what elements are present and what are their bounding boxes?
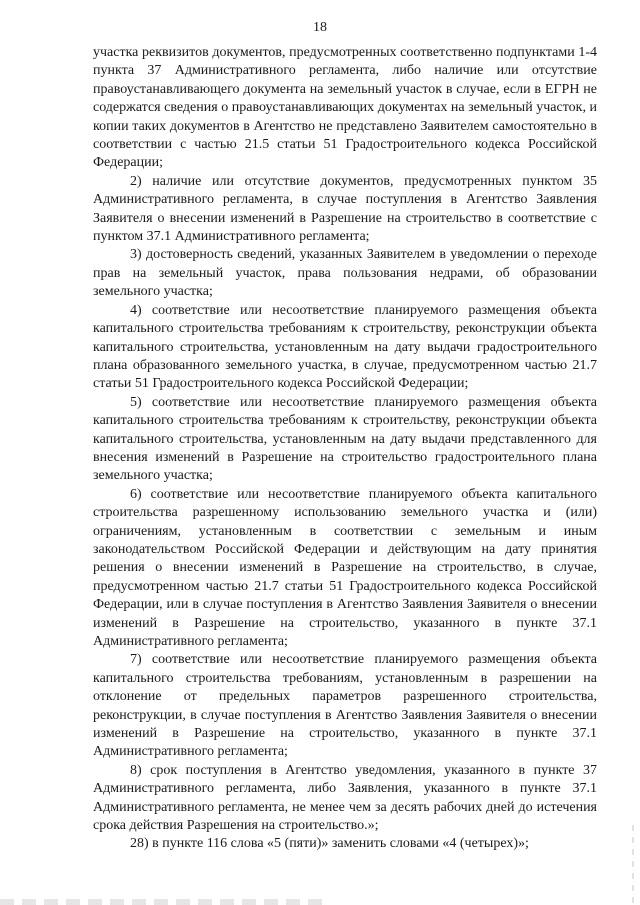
page-number: 18 xyxy=(313,20,327,35)
document-body xyxy=(93,44,597,854)
scan-artifact-right xyxy=(632,825,634,905)
paragraph-item-4: 4) соответствие или несоответствие планируемого размещения объекта капитального строительства требованиям к строительству, реконструкции объекта капитального строительства, установленным на дату выдачи градостроительного плана образованного земельного участка, в случае, предусмотренном частью 21.7 статьи 51 Градостроительного кодекса Российской Федерации; xyxy=(93,302,597,392)
paragraph-item-6: 6) соответствие или несоответствие планируемого объекта капитального строительства разрешенному использованию земельного участка и (или) ограничениям, установленным в соответствии с земельным и иным законодательством Российской Федерации и действующим на дату принятия решения о внесении изменений в Разрешение на строительство, в случае, предусмотренном частью 21.7 статьи 51 Градостроительного кодекса Российской Федерации, или в случае поступления в Агентство Заявления Заявителя о внесении изменений в Разрешение на строительство, указанного в пункте 37.1 Административного регламента; xyxy=(93,486,597,649)
scan-artifact-bottom xyxy=(0,899,330,905)
paragraph-continuation: участка реквизитов документов, предусмотренных соответственно подпунктами 1-4 пункта 37 Административного регламента, либо наличие или отсутствие правоустанавливающего документа на земельный участок в случае, если в ЕГРН не содержатся сведения о правоустанавливающих документах на земельный участок, и копии таких документов в Агентство не представлено Заявителем самостоятельно в соответствии с частью 21.5 статьи 51 Градостроительного кодекса Российской Федерации; xyxy=(93,45,597,171)
paragraph-item-7: 7) соответствие или несоответствие планируемого размещения объекта капитального строительства требованиям, установленным в разрешении на отклонение от предельных параметров разрешенного строительства, реконструкции, в случае поступления в Агентство Заявления Заявителя о внесении изменений в Разрешение на строительство, указанного в пункте 37.1 Административного регламента; xyxy=(93,652,597,760)
paragraph-item-28: 28) в пункте 116 слова «5 (пяти)» заменить словами «4 (четырех)»; xyxy=(130,836,529,852)
paragraph-item-8: 8) срок поступления в Агентство уведомления, указанного в пункте 37 Административного регламента, либо Заявления, указанного в пункте 37.1 Административного регламента, не менее чем за десять рабочих дней до истечения срока действия Разрешения на строительство.»; xyxy=(93,762,597,834)
paragraph-item-5: 5) соответствие или несоответствие планируемого размещения объекта капитального строительства требованиям к строительству, реконструкции объекта капитального строительства, установленным на дату выдачи представленного для внесения изменений в Разрешение на строительство градостроительного плана земельного участка; xyxy=(93,394,597,484)
paragraph-item-3: 3) достоверность сведений, указанных Заявителем в уведомлении о переходе прав на земельный участок, права пользования недрами, об образовании земельного участка; xyxy=(93,247,597,300)
paragraph-item-2: 2) наличие или отсутствие документов, предусмотренных пунктом 35 Административного регламента, в случае поступления в Агентство Заявления Заявителя о внесении изменений в Разрешение на строительство в соответствие с пунктом 37.1 Административного регламента; xyxy=(93,173,597,245)
